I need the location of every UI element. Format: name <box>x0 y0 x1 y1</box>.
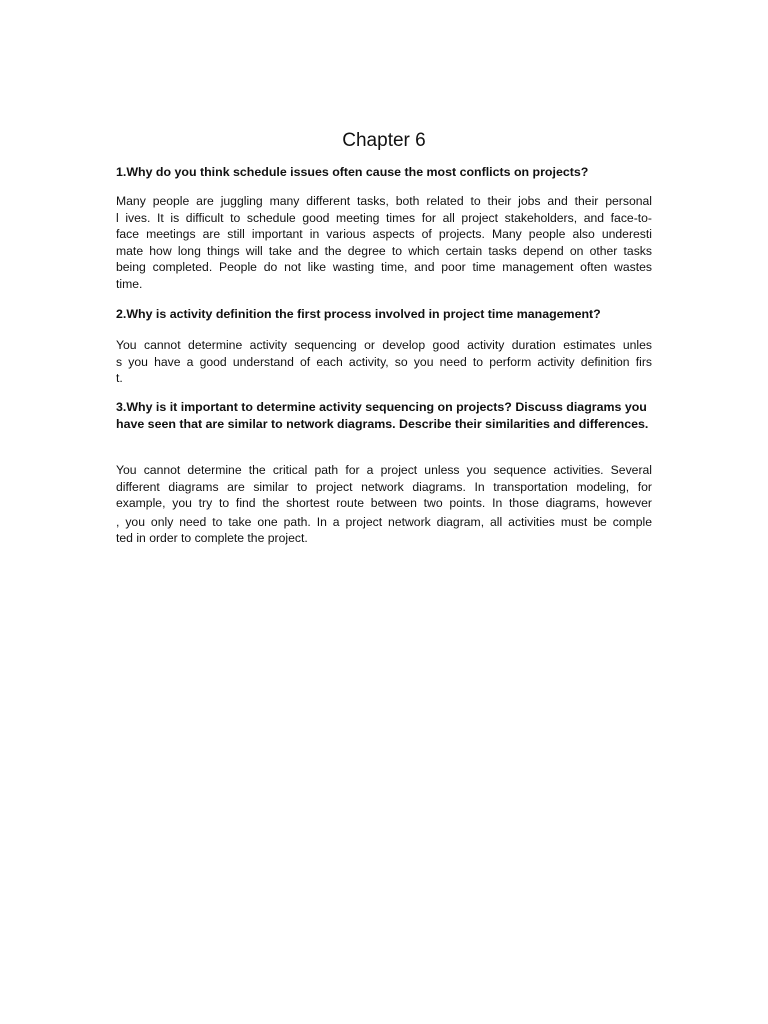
page-title: Chapter 6 <box>342 130 426 151</box>
answer-3-line: , you only need to take one path. In a project network diagram, all activities must be comple <box>116 514 652 529</box>
question-3-line: 3.Why is it important to determine activity sequencing on projects? Discuss diagrams you <box>116 400 647 414</box>
answer-2-line: s you have a good understand of each activity, so you need to perform activity definition firs <box>116 354 652 369</box>
answer-1-line: face meetings are still important in various aspects of projects. Many people also underesti <box>116 227 652 241</box>
answer-2 <box>116 337 652 387</box>
question-1-text: 1.Why do you think schedule issues often cause the most conflicts on projects? <box>116 165 589 179</box>
answer-1-line: time. <box>116 276 143 291</box>
answer-2-line: t. <box>116 371 123 385</box>
answer-3-line: You cannot determine the critical path for a project unless you sequence activities. Several <box>116 463 652 477</box>
question-3 <box>116 399 652 432</box>
answer-3 <box>116 462 652 547</box>
answer-3-line: different diagrams are similar to project network diagrams. In transportation modeling, for <box>116 479 652 494</box>
question-2-text: 2.Why is activity definition the first process involved in project time management? <box>116 307 601 321</box>
answer-1-line: Many people are juggling many different tasks, both related to their jobs and their personal <box>116 194 652 208</box>
answer-2-line: You cannot determine activity sequencing or develop good activity duration estimates unles <box>116 338 652 352</box>
answer-1-line: being completed. People do not like wasting time, and poor time management often wastes <box>116 260 652 274</box>
question-3-line: have seen that are similar to network diagrams. Describe their similarities and differences. <box>116 416 649 431</box>
answer-1 <box>116 193 652 292</box>
question-1 <box>116 164 652 181</box>
answer-3-line: ted in order to complete the project. <box>116 531 308 545</box>
question-2 <box>116 306 652 323</box>
answer-1-line: l ives. It is difficult to schedule good meeting times for all project stakeholders, and face-to- <box>116 210 652 225</box>
answer-3-line: example, you try to find the shortest route between two points. In those diagrams, however <box>116 496 652 510</box>
answer-1-line: mate how long things will take and the degree to which certain tasks depend on other tasks <box>116 243 652 258</box>
